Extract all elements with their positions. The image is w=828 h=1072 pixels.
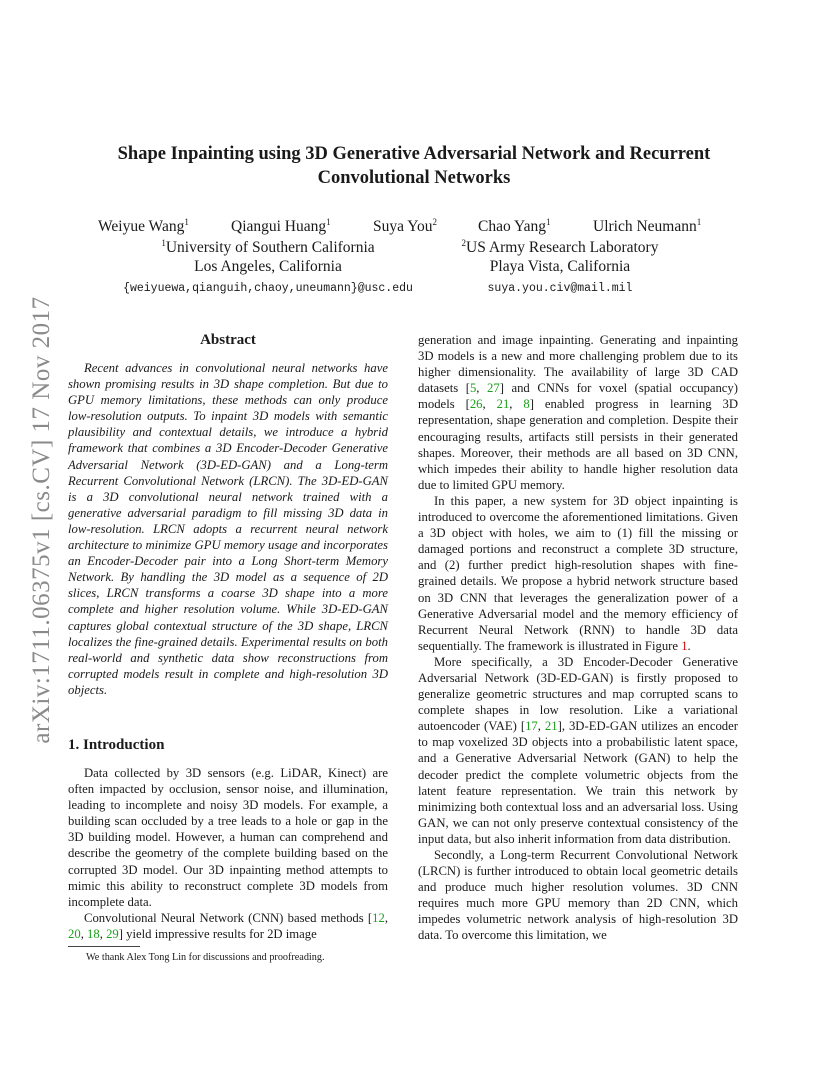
citation-link[interactable]: 8 [523,397,530,412]
right-paragraph-3: More specifically, a 3D Encoder-Decoder Generative Adversarial Network (3D-ED-GAN) is firstly proposed to generalize geometric structures and map corrupted scans to complete shapes in low resolution. Like a variational autoencoder (VAE) [17, 21], 3D-ED-GAN utilizes an encoder to map voxelized 3D objects into a probabilistic latent space, and a Generative Adversarial Network (GAN) to help the decoder predict the complete volumetric objects from the latent feature representation. We train this network by minimizing both contextual loss and an adversarial loss. Using GAN, we can not only preserve contextual consistency of the input data, but also inherit information from data distribution. [418,654,739,846]
affiliation-1-institution: University of Southern California [165,239,375,256]
citation-link[interactable]: 21 [544,719,558,734]
affiliation-1: $^1$University of Southern California Los Angeles, California {weiyuewa,qianguih,chaoy,uneumann}@usc.edu [88,238,448,298]
author-1: Weiyue Wang$^1$ [98,216,189,235]
intro-left-column [68,765,388,942]
right-column [418,332,738,944]
figure-link[interactable]: 1 [681,638,688,653]
author-5: Ulrich Neumann$^1$ [593,216,702,235]
paper-title [60,142,768,190]
citation-link[interactable]: 21 [496,397,510,412]
citation-link[interactable]: 5 [469,381,477,396]
footnote: We thank Alex Tong Lin for discussions and proofreading. [86,952,325,963]
intro-paragraph-2: Convolutional Neural Network (CNN) based methods [12, 20, 18, 29] yield impressive results for 2D image [68,910,388,941]
author-4: Chao Yang$^1$ [478,216,551,235]
arxiv-stamp [22,280,62,760]
abstract-body [68,360,388,698]
citation-link[interactable]: 20 [68,926,81,941]
right-paragraph-1: generation and image inpainting. Generating and inpainting 3D models is a new and more challenging problem due to its higher dimensionality. The availability of large 3D CAD datasets [5, 27] and CNNs for voxel (spatial occupancy) models [26, 21, 8] enabled progress in learning 3D representation, shape generation and completion. Despite their encouraging results, artifacts still persists in their generated shapes. Moreover, their methods are all based on 3D CNN, which impedes their ability to handle higher resolution data due to limited GPU memory. [418,333,739,492]
abstract-paragraph: Recent advances in convolutional neural networks have shown promising results in 3D shape completion. But due to GPU memory limitations, these methods can only produce low-resolution outputs. To inpaint 3D models with semantic plausibility and contextual details, we introduce a hybrid framework that combines a 3D Encoder-Decoder Generative Adversarial Network (3D-ED-GAN) and a Long-term Recurrent Convolutional Network (LRCN). The 3D-ED-GAN is a 3D convolutional neural network trained with a generative adversarial paradigm to fill missing 3D data in low-resolution. LRCN adopts a recurrent neural network architecture to minimize GPU memory usage and incorporates an Encoder-Decoder pair into a Long Short-term Memory Network. By handling the 3D model as a sequence of 2D slices, LRCN transforms a coarse 3D shape into a more complete and higher resolution volume. While 3D-ED-GAN captures global contextual structure of the 3D shape, LRCN localizes the fine-grained details. Experimental results on both real-world and synthetic data show reconstructions from corrupted models result in complete and high-resolution 3D objects. [68,361,388,697]
affiliation-2-location: Playa Vista, California [489,258,631,275]
title-line-1: Shape Inpainting using 3D Generative Adversarial Network and Recurrent [117,144,711,164]
affiliation-2: $^2$US Army Research Laboratory Playa Vista, California suya.you.civ@mail.mil [400,238,720,298]
citation-link[interactable]: 26 [469,397,483,412]
title-line-2: Convolutional Networks [317,168,511,188]
section-heading-introduction: 1. Introduction [68,737,165,753]
author-3: Suya You$^2$ [373,216,437,235]
citation-link[interactable]: 12 [372,910,385,925]
affiliation-1-location: Los Angeles, California [194,258,342,275]
right-paragraph-2: In this paper, a new system for 3D object inpainting is introduced to overcome the aforementioned limitations. Given a 3D object with holes, we aim to (1) fill the missing or damaged portions and reconstruct a complete 3D structure, and (2) further predict high-resolution shapes with fine-grained details. We propose a hybrid network structure based on 3D CNN that leverages the generalization power of a Generative Adversarial model and the memory efficiency of Recurrent Neural Network (RNN) to handle 3D data sequentially. The framework is illustrated in Figure 1. [418,493,738,653]
citation-link[interactable]: 29 [106,926,119,941]
affiliation-2-email: suya.you.civ@mail.mil [487,282,633,295]
citation-link[interactable]: 27 [487,381,500,396]
citation-link[interactable]: 18 [87,926,100,941]
abstract-heading: Abstract [200,332,256,348]
affiliation-2-institution: US Army Research Laboratory [466,239,659,256]
footnote-rule [68,946,140,947]
right-paragraph-4: Secondly, a Long-term Recurrent Convolutional Network (LRCN) is further introduced to obtain local geometric details and produce much higher resolution volumes. 3D CNN requires much more GPU memory than 2D CNN, which impedes volumetric network analysis of high-resolution 3D data. To overcome this limitation, we [418,848,738,943]
intro-paragraph-1: Data collected by 3D sensors (e.g. LiDAR, Kinect) are often impacted by occlusion, sensor noise, and illumination, leading to incomplete and noisy 3D models. For example, a building scan occluded by a tree leads to a hole or gap in the 3D building model. However, a human can comprehend and describe the geometry of the complete building based on the corrupted 3D model. Our 3D inpainting method attempts to mimic this ability to reconstruct complete 3D models from incomplete data. [68,766,388,909]
arxiv-stamp-text: arXiv:1711.06375v1 [cs.CV] 17 Nov 2017 [28,296,55,744]
citation-link[interactable]: 17 [525,719,538,734]
affiliation-1-email: {weiyuewa,qianguih,chaoy,uneumann}@usc.edu [123,282,413,295]
author-2: Qiangui Huang$^1$ [231,216,331,235]
